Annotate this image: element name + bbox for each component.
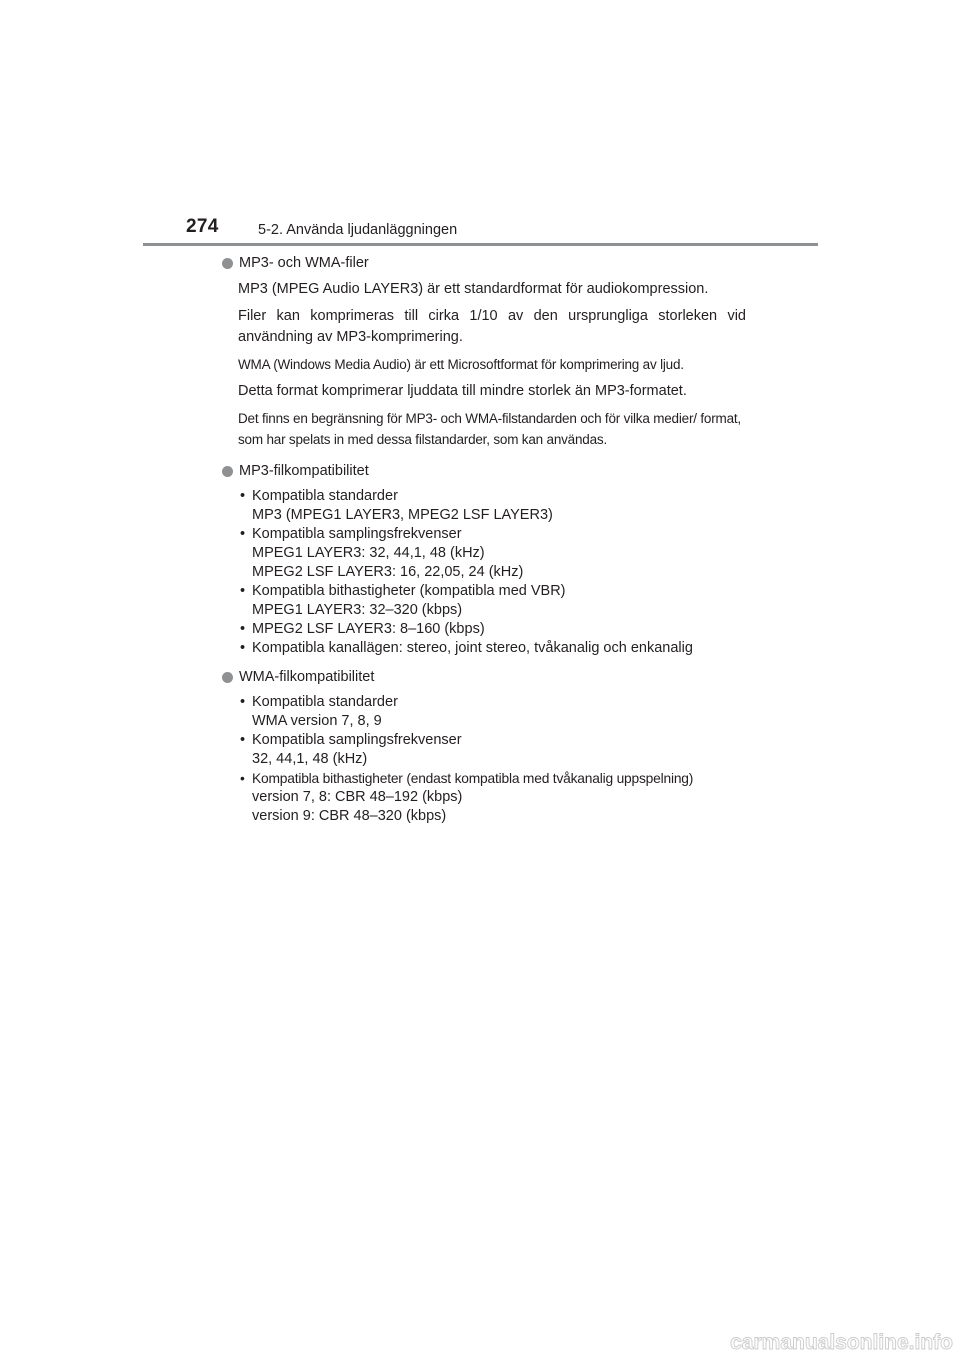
paragraph: Filer kan komprimeras till cirka 1/10 av den ursprungliga storleken vid användning av MP3-komprimering. <box>238 308 746 345</box>
paragraph: Detta format komprimerar ljuddata till mindre storlek än MP3-formatet. <box>238 383 687 399</box>
watermark-logo <box>655 1330 955 1354</box>
list-item-label: Kompatibla standarder <box>252 694 398 710</box>
list-item-label: Kompatibla samplingsfrekvenser <box>252 526 462 542</box>
page-number: 274 <box>186 216 219 237</box>
paragraph: Det finns en begränsning för MP3- och WMA-filstandarden och för vilka medier/ format, som har spelats in med dessa filstandarder, som kan användas. <box>238 411 741 447</box>
section-heading <box>222 254 746 273</box>
section-heading <box>222 462 746 481</box>
list-item <box>238 487 746 525</box>
section-heading-text: MP3-filkompatibilitet <box>239 463 369 479</box>
paragraph: MP3 (MPEG Audio LAYER3) är ett standardformat för audiokompression. <box>238 281 709 297</box>
list-item-detail: MPEG1 LAYER3: 32–320 (kbps) <box>252 602 463 618</box>
page-content <box>222 254 746 832</box>
list-item-detail: MPEG1 LAYER3: 32, 44,1, 48 (kHz) <box>252 545 485 561</box>
list-item-detail: MPEG2 LSF LAYER3: 16, 22,05, 24 (kHz) <box>252 564 524 580</box>
section-heading-text: MP3- och WMA-filer <box>239 255 369 271</box>
list-item-label: Kompatibla bithastigheter (endast kompatibla med tvåkanalig uppspelning) <box>252 771 694 786</box>
list-item <box>238 731 746 769</box>
section-wma-compatibility <box>222 668 746 826</box>
paragraph: WMA (Windows Media Audio) är ett Microsoftformat för komprimering av ljud. <box>238 357 684 372</box>
list-item <box>238 769 746 826</box>
list-item <box>238 693 746 731</box>
circle-bullet-icon <box>222 258 233 269</box>
list-item <box>238 620 746 639</box>
list-item-detail: version 9: CBR 48–320 (kbps) <box>252 808 447 824</box>
list-item-detail: 32, 44,1, 48 (kHz) <box>252 751 368 767</box>
list-item-detail: version 7, 8: CBR 48–192 (kbps) <box>252 789 463 805</box>
spec-list <box>238 487 746 658</box>
list-item-label: Kompatibla kanallägen: stereo, joint stereo, tvåkanalig och enkanalig <box>252 640 693 656</box>
watermark-text: carmanualsonline.info <box>730 1331 953 1354</box>
list-item <box>238 525 746 582</box>
list-item-detail: MP3 (MPEG1 LAYER3, MPEG2 LSF LAYER3) <box>252 507 553 523</box>
circle-bullet-icon <box>222 466 233 477</box>
list-item-label: Kompatibla standarder <box>252 488 398 504</box>
circle-bullet-icon <box>222 672 233 683</box>
list-item-label: Kompatibla samplingsfrekvenser <box>252 732 462 748</box>
list-item-label: Kompatibla bithastigheter (kompatibla med VBR) <box>252 583 566 599</box>
header-rule <box>143 243 818 246</box>
spec-list <box>238 693 746 826</box>
list-item-label: MPEG2 LSF LAYER3: 8–160 (kbps) <box>252 621 485 637</box>
section-heading <box>222 668 746 687</box>
list-item <box>238 582 746 620</box>
list-item-detail: WMA version 7, 8, 9 <box>252 713 382 729</box>
section-title: 5-2. Använda ljudanläggningen <box>258 222 458 238</box>
section-mp3-compatibility <box>222 462 746 658</box>
section-heading-text: WMA-filkompatibilitet <box>239 669 375 685</box>
list-item <box>238 639 746 658</box>
section-mp3-wma-files <box>222 254 746 450</box>
